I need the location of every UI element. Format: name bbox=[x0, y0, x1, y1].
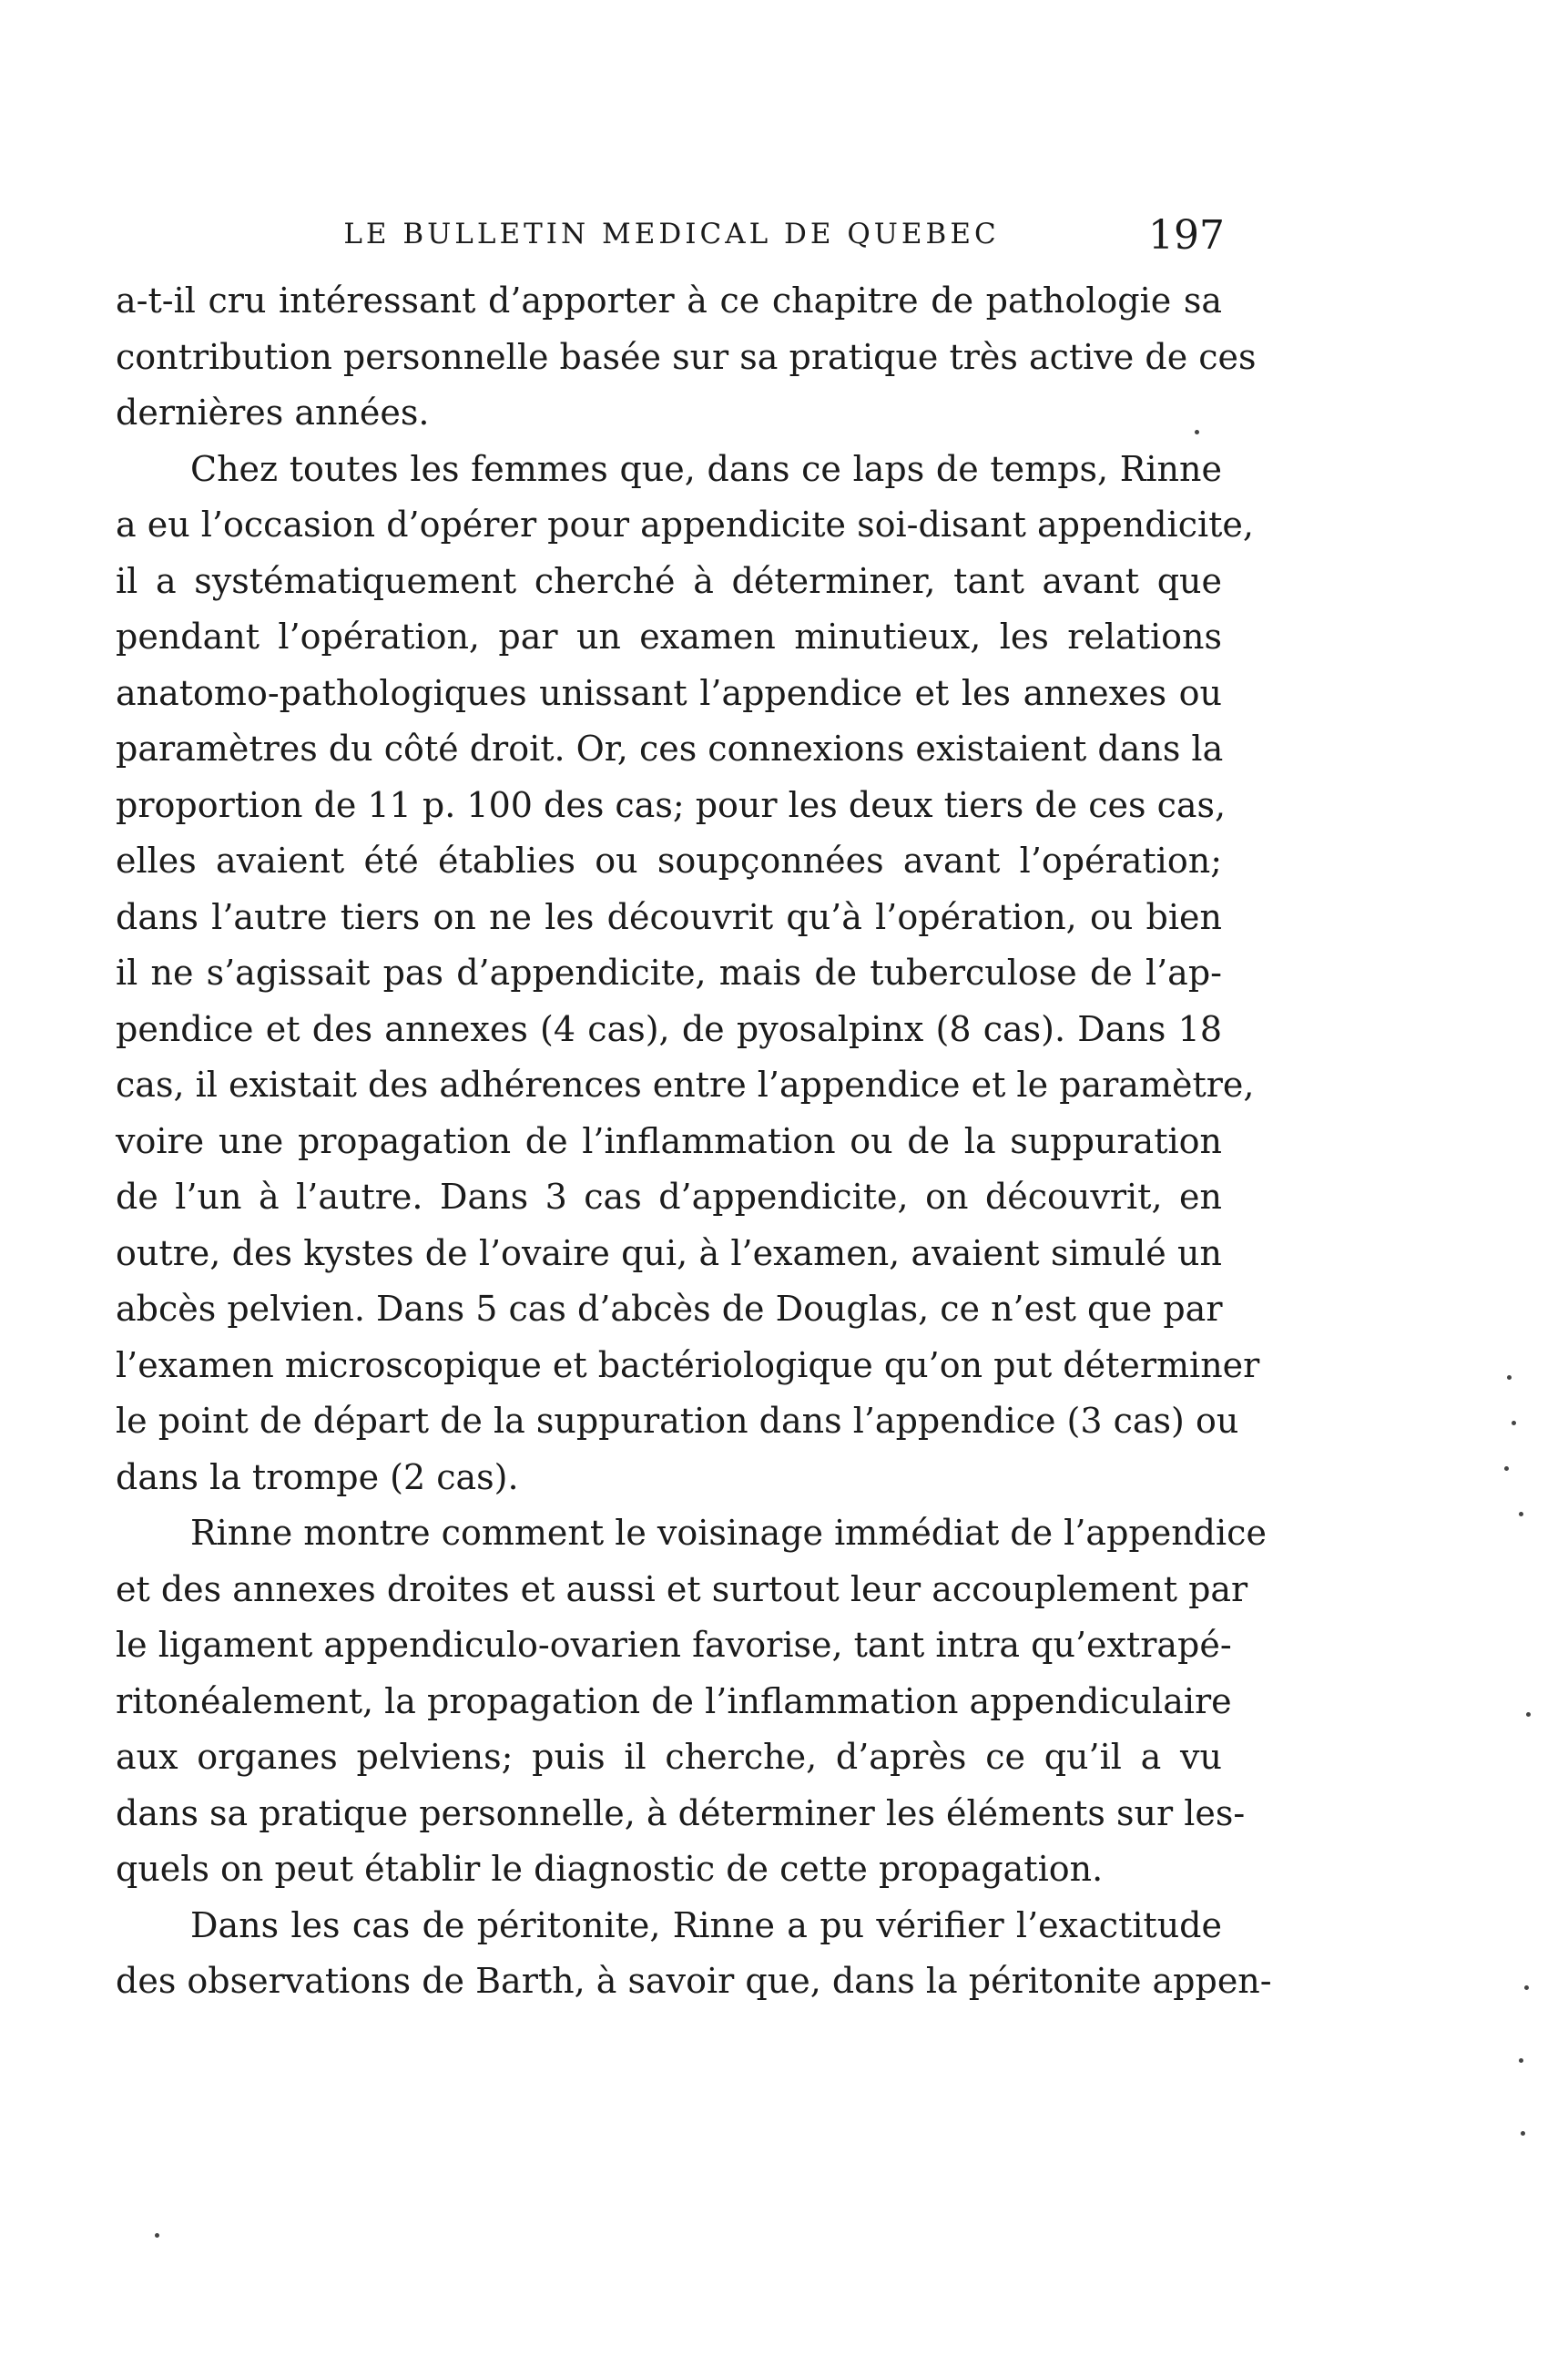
text-line: ritonéalement, la propagation de l’inflammation appendiculaire bbox=[116, 1680, 1232, 1721]
text-line: quels on peut établir le diagnostic de cette propagation. bbox=[116, 1849, 1104, 1889]
text-line: des observations de Barth, à savoir que, dans la péritonite appen- bbox=[116, 1961, 1272, 2001]
scan-speck bbox=[1504, 1466, 1509, 1471]
page-number: 197 bbox=[1148, 212, 1225, 259]
running-title: LE BULLETIN MEDICAL DE QUEBEC bbox=[343, 218, 1000, 250]
text-line: il a systématiquement cherché à déterminer, tant avant que bbox=[116, 560, 1222, 601]
text-line: et des annexes droites et aussi et surtout leur accouplement par bbox=[116, 1568, 1248, 1609]
scan-speck bbox=[1512, 1421, 1516, 1425]
text-line: de l’un à l’autre. Dans 3 cas d’appendicite, on découvrit, en bbox=[116, 1177, 1222, 1217]
text-line: dernières années. bbox=[116, 393, 430, 433]
text-line: contribution personnelle basée sur sa pratique très active de ces bbox=[116, 336, 1257, 377]
text-line: pendice et des annexes (4 cas), de pyosalpinx (8 cas). Dans 18 bbox=[116, 1008, 1222, 1049]
text-line: pendant l’opération, par un examen minutieux, les relations bbox=[116, 617, 1222, 657]
text-line: Chez toutes les femmes que, dans ce laps de temps, Rinne bbox=[190, 448, 1222, 489]
scan-speck bbox=[1519, 2058, 1523, 2063]
text-line: Dans les cas de péritonite, Rinne a pu vérifier l’exactitude bbox=[190, 1904, 1222, 1945]
text-line: outre, des kystes de l’ovaire qui, à l’examen, avaient simulé un bbox=[116, 1232, 1222, 1273]
scan-speck bbox=[1519, 1512, 1523, 1516]
text-line: Rinne montre comment le voisinage immédiat de l’appendice bbox=[190, 1513, 1267, 1553]
text-line: dans la trompe (2 cas). bbox=[116, 1456, 519, 1497]
text-line: anatomo-pathologiques unissant l’appendice et les annexes ou bbox=[116, 672, 1222, 713]
scan-speck bbox=[155, 2233, 159, 2238]
text-line: cas, il existait des adhérences entre l’appendice et le paramètre, bbox=[116, 1065, 1255, 1105]
scan-speck bbox=[1524, 1985, 1529, 1990]
text-line: a-t-il cru intéressant d’apporter à ce chapitre de pathologie sa bbox=[116, 281, 1222, 321]
scan-speck bbox=[1521, 2131, 1525, 2136]
scan-speck bbox=[1526, 1712, 1531, 1717]
text-line: proportion de 11 p. 100 des cas; pour les deux tiers de ces cas, bbox=[116, 784, 1227, 825]
text-line: il ne s’agissait pas d’appendicite, mais de tuberculose de l’ap- bbox=[116, 953, 1222, 993]
body-text bbox=[116, 273, 1272, 2010]
text-line: voire une propagation de l’inflammation ou de la suppuration bbox=[116, 1120, 1222, 1161]
text-line: dans l’autre tiers on ne les découvrit qu’à l’opération, ou bien bbox=[116, 896, 1222, 937]
text-line: paramètres du côté droit. Or, ces connexions existaient dans la bbox=[116, 729, 1224, 769]
text-line: aux organes pelviens; puis il cherche, d’après ce qu’il a vu bbox=[116, 1737, 1222, 1777]
text-line: le point de départ de la suppuration dans l’appendice (3 cas) ou bbox=[116, 1401, 1239, 1441]
text-line: abcès pelvien. Dans 5 cas d’abcès de Douglas, ce n’est que par bbox=[116, 1289, 1223, 1329]
scan-speck bbox=[1195, 430, 1199, 434]
text-line: elles avaient été établies ou soupçonnées avant l’opération; bbox=[116, 841, 1222, 881]
text-line: dans sa pratique personnelle, à déterminer les éléments sur les- bbox=[116, 1792, 1246, 1833]
scan-speck bbox=[1507, 1375, 1512, 1380]
text-line: a eu l’occasion d’opérer pour appendicite soi-disant appendicite, bbox=[116, 505, 1254, 545]
text-line: le ligament appendiculo-ovarien favorise, tant intra qu’extrapé- bbox=[116, 1625, 1232, 1665]
running-head bbox=[118, 212, 1225, 267]
text-line: l’examen microscopique et bactériologique qu’on put déterminer bbox=[116, 1344, 1260, 1385]
